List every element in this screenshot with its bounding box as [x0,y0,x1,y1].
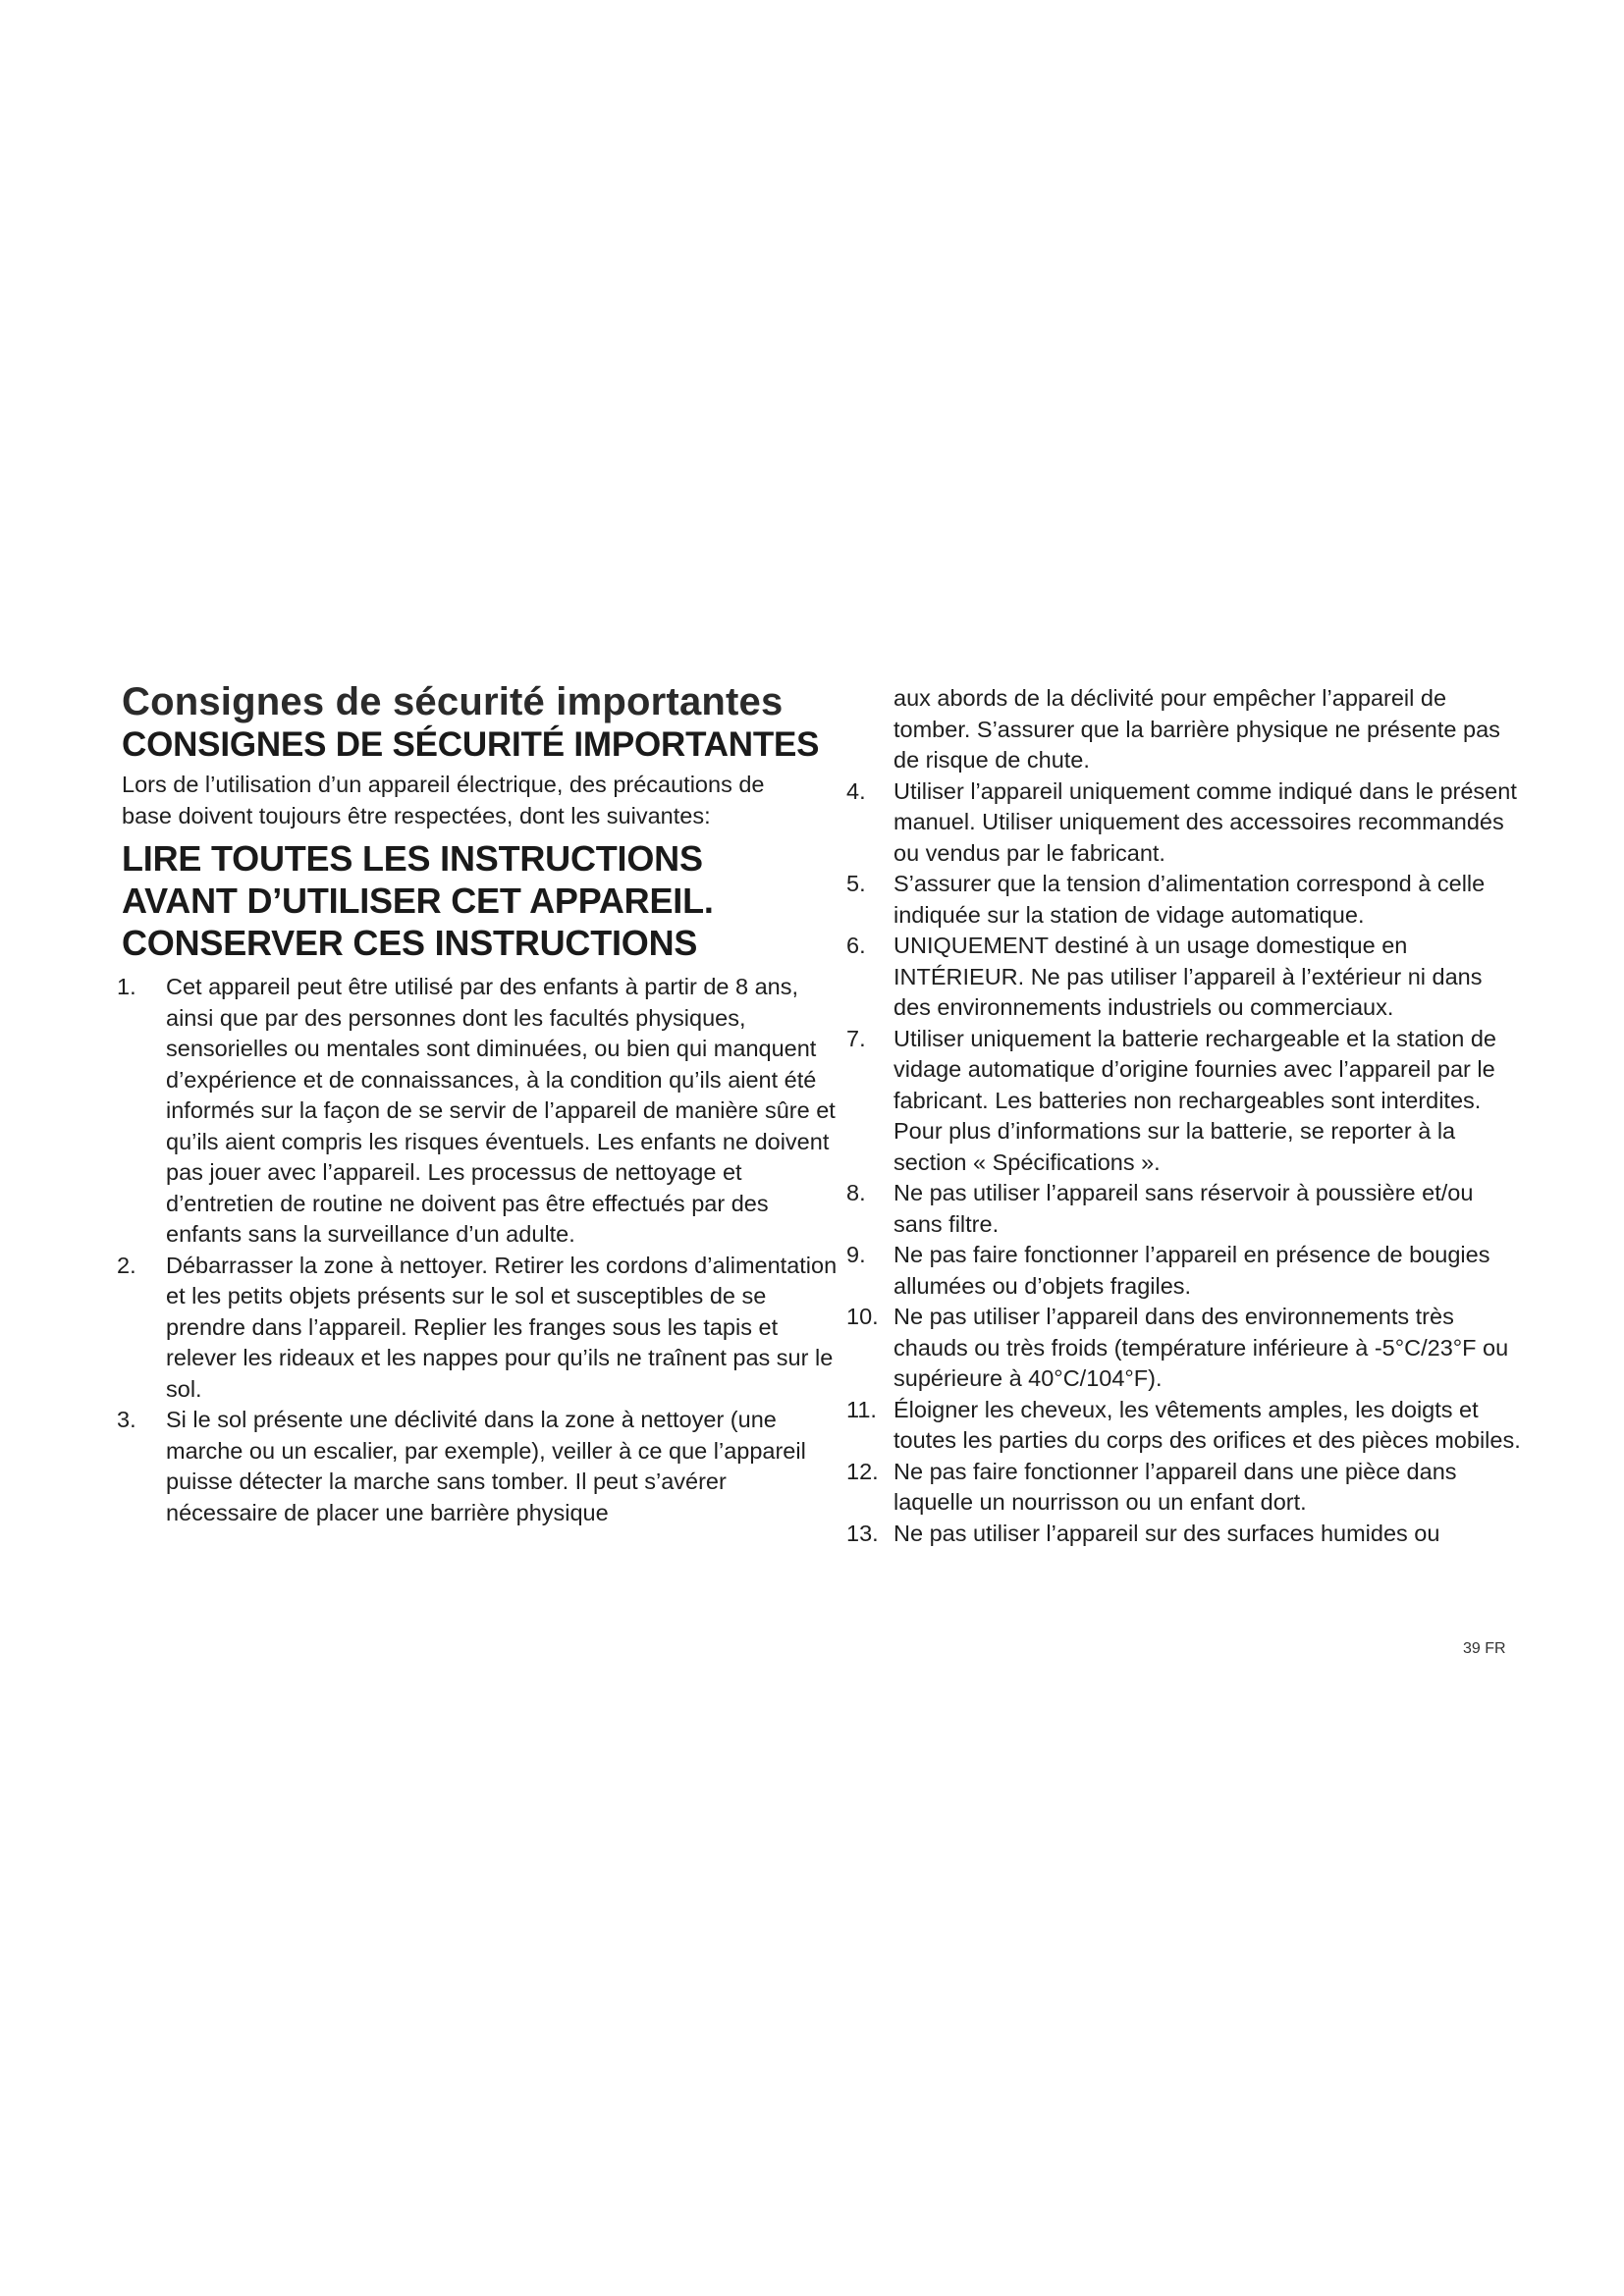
page-title: Consignes de sécurité importantes [122,680,784,723]
list-item [846,1024,1522,1179]
item-text: Ne pas utiliser l’appareil sur des surfaces humides ou [893,1520,1440,1546]
item-number: 8. [846,1180,866,1205]
item-text: Cet appareil peut être utilisé par des enfants à partir de 8 ans, ainsi que par des personnes dont les facultés physiques, sensorielles ou mentales sont diminuées, ou bien qui manquent d’expérience et de connaissances, à la condition qu’ils aient été informés sur la façon de se servir de l’appareil de manière sûre et qu’ils aient compris les risques éventuels. Les enfants ne doivent pas jouer avec l’appareil. Les processus de nettoyage et d’entretien de routine ne doivent pas être effectués par des enfants sans la surveillance d’un adulte. [166,974,836,1247]
warning-block [122,837,854,964]
warning-line: AVANT D’UTILISER CET APPAREIL. [122,881,714,921]
list-item [846,776,1522,870]
item-text: Éloigner les cheveux, les vêtements amples, les doigts et toutes les parties du corps des orifices et des pièces mobiles. [893,1396,1521,1453]
item-text: Utiliser l’appareil uniquement comme indiqué dans le présent manuel. Utiliser uniquement des accessoires recommandés ou vendus par le fabricant. [893,777,1517,866]
list-item [846,1457,1522,1519]
intro-paragraph: Lors de l’utilisation d’un appareil électrique, des précautions de base doivent toujours être respectées, dont les suivantes: [122,772,765,828]
item-text: S’assurer que la tension d’alimentation correspond à celle indiquée sur la station de vidage automatique. [893,871,1486,928]
item-number: 7. [846,1025,866,1051]
item-number: 5. [846,871,866,896]
list-item [846,1302,1522,1395]
item-text: Ne pas faire fonctionner l’appareil dans une pièce dans laquelle un nourrisson ou un enfant dort. [893,1458,1457,1515]
safety-list-left [117,972,854,1528]
safety-list-right [846,776,1521,1550]
item-text: UNIQUEMENT destiné à un usage domestique en INTÉRIEUR. Ne pas utiliser l’appareil à l’extérieur ni dans des environnements industriels ou commerciaux. [893,933,1483,1020]
item-number: 12. [846,1458,879,1484]
warning-line: CONSERVER CES INSTRUCTIONS [122,923,698,963]
list-item [846,869,1522,931]
page-number: 39 FR [1463,1640,1506,1657]
item-text: Si le sol présente une déclivité dans la zone à nettoyer (une marche ou un escalier, par exemple), veiller à ce que l’appareil puisse détecter la marche sans tomber. Il peut s’avérer nécessaire de placer une barrière physique [166,1407,806,1525]
list-item [846,931,1522,1024]
item-number: 4. [846,777,866,804]
item-text: Utiliser uniquement la batterie rechargeable et la station de vidage automatique d’origine fournies avec l’appareil par le fabricant. Les batteries non rechargeables sont interdites. Pour plus d’informations sur la batterie, se reporter à la section « Spécifications ». [893,1025,1496,1175]
right-column [846,683,1521,1549]
item-number: 3. [117,1407,136,1432]
list-item [846,1519,1522,1550]
item-number: 9. [846,1242,866,1267]
list-item [117,972,843,1251]
list-item [846,1240,1522,1302]
item-text: Ne pas utiliser l’appareil sans réservoir à poussière et/ou sans filtre. [893,1180,1474,1237]
page-subtitle: CONSIGNES DE SÉCURITÉ IMPORTANTES [122,725,820,764]
item-number: 1. [117,974,136,999]
item-text: Ne pas faire fonctionner l’appareil en présence de bougies allumées ou d’objets fragiles. [893,1242,1490,1299]
item-number: 6. [846,933,866,958]
list-item [846,1395,1522,1457]
item-text: Ne pas utiliser l’appareil dans des environnements très chauds ou très froids (température inférieure à -5°C/23°F ou supérieure à 40°C/104°F). [893,1304,1509,1391]
item-number: 10. [846,1304,879,1329]
item-number: 11. [846,1396,877,1422]
list-item [117,1251,843,1406]
item-number: 13. [846,1520,879,1546]
list-item [846,1178,1522,1240]
warning-line: LIRE TOUTES LES INSTRUCTIONS [122,838,703,879]
left-column [117,679,854,1528]
item-number: 2. [117,1252,136,1278]
continued-item-text: aux abords de la déclivité pour empêcher l’appareil de tomber. S’assurer que la barrière physique ne présente pas de risque de chute. [893,685,1500,773]
item-text: Débarrasser la zone à nettoyer. Retirer les cordons d’alimentation et les petits objets présents sur le sol et susceptibles de se prendre dans l’appareil. Replier les franges sous les tapis et relever les rideaux et les nappes pour qu’ils ne traînent pas sur le sol. [166,1252,838,1402]
list-item [117,1405,843,1528]
